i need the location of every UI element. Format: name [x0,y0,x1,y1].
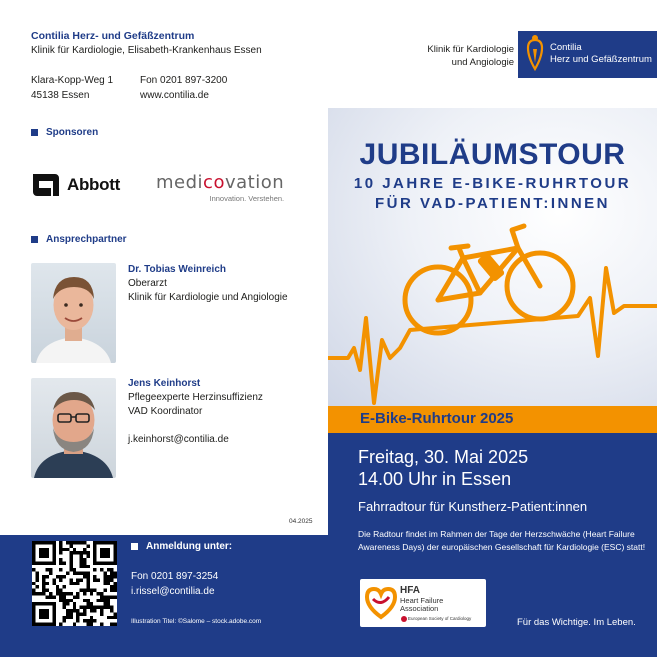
person1-dept: Klinik für Kardiologie und Angiologie [128,292,288,303]
qr-code-icon [32,541,117,626]
person1-photo [31,263,116,363]
hfa-title: HFA [400,585,420,596]
org-clinic: Klinik für Kardiologie, Elisabeth-Krankenhaus Essen [31,45,262,56]
event-description: Die Radtour findet im Rahmen der Tage der Herzschwäche (Heart Failure Awareness Days) der europäischen Gesellschaft für Kardiologie (ESC) statt! [358,529,646,552]
person2-email[interactable]: j.keinhorst@contilia.de [128,434,229,445]
hfa-esc: European Society of Cardiology [408,616,472,621]
registration-heading-label: Anmeldung unter: [146,541,233,552]
registration-contact [131,569,218,599]
hero-subtitle2: FÜR VAD-PATIENT:INNEN [375,195,610,212]
registration-email[interactable]: i.rissel@contilia.de [131,586,215,597]
address-line1: Klara-Kopp-Weg 1 [31,75,114,86]
hfa-logo [360,579,486,627]
hfa-line2: Heart Failure [400,596,444,605]
person1-info [128,263,288,305]
person1-name: Dr. Tobias Weinreich [128,264,226,275]
bullet-square-icon [31,236,38,243]
address-line2: 45138 Essen [31,90,90,101]
hero-banner [328,108,657,406]
person2-name: Jens Keinhorst [128,378,201,389]
sponsors-heading [31,127,98,138]
qr-code[interactable] [32,541,117,626]
person2-photo [31,378,116,478]
medicovation-tagline: Innovation. Verstehen. [209,194,285,203]
registration-heading [131,541,232,552]
print-date-code: 04.2025 [289,518,313,525]
event-band [328,406,657,433]
logo-line1: Contilia [550,42,582,53]
phone: Fon 0201 897-3200 [140,75,228,86]
event-band-title: E-Bike-Ruhrtour 2025 [360,410,514,427]
sponsors-heading-label: Sponsoren [46,127,99,138]
person2-dept: VAD Koordinator [128,406,203,417]
logo-line2: Herz und Gefäßzentrum [550,54,652,65]
person2-role: Pflegeexperte Herzinsuffizienz [128,392,263,403]
person1-portrait-icon [31,263,116,363]
hero-title: JUBILÄUMSTOUR [359,138,626,171]
medi-part1: medi [156,172,204,193]
bullet-square-icon [31,129,38,136]
address [31,73,113,103]
medi-part3: vation [224,172,285,193]
abbott-text: Abbott [67,175,120,194]
ebike-heartbeat-illustration [328,108,657,406]
clinic-line1: Klinik für Kardiologie [427,44,514,55]
hfa-line3: Association [400,604,439,613]
event-tour: Fahrradtour für Kunstherz-Patient:innen [358,499,588,514]
contacts-heading [31,234,127,245]
slogan: Für das Wichtige. Im Leben. [517,617,636,628]
event-datetime [358,446,528,490]
org-name: Contilia Herz- und Gefäßzentrum [31,30,195,42]
person2-info [128,377,263,447]
left-panel [0,0,328,508]
hero-subtitle1: 10 JAHRE E-BIKE-RUHRTOUR [353,175,632,192]
hfa-subtitle [400,597,443,613]
bullet-square-icon [131,543,138,550]
contact-info [140,73,227,103]
event-details [328,433,657,657]
event-date: Freitag, 30. Mai 2025 [358,447,529,467]
contilia-heart-icon [520,31,550,78]
event-time-place: 14.00 Uhr in Essen [358,469,512,489]
clinic-label [400,43,514,69]
contacts-heading-label: Ansprechpartner [46,234,127,245]
clinic-line2: und Angiologie [451,57,514,68]
contilia-logo [518,31,657,78]
abbott-logo [31,172,120,198]
medi-part2: co [203,172,225,193]
registration-phone: Fon 0201 897-3254 [131,571,219,582]
illustration-credit: Illustration Titel: ©Salome – stock.adobe.com [131,618,262,625]
person1-role: Oberarzt [128,278,167,289]
esc-heart-icon [401,616,407,622]
hfa-heart-icon [363,585,399,621]
person2-portrait-icon [31,378,116,478]
website-link[interactable]: www.contilia.de [140,90,209,101]
abbott-mark-icon [31,172,61,198]
separator-strip [0,508,328,535]
medicovation-logo [156,172,284,203]
